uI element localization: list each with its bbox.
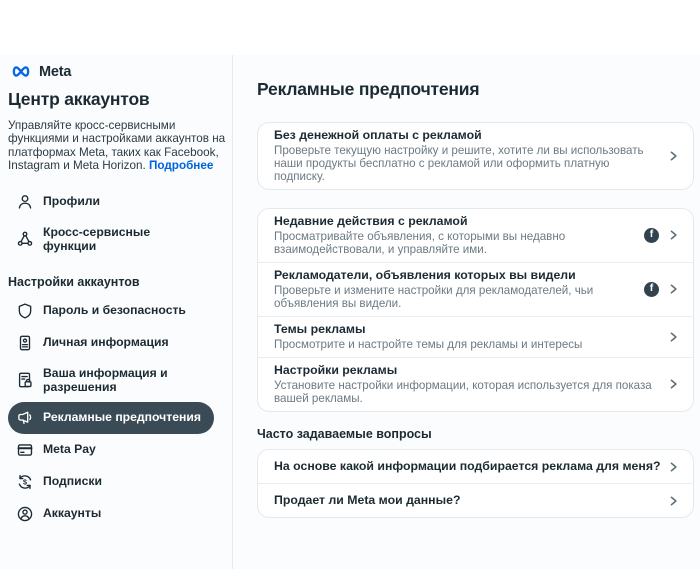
sidebar-nav [8,186,232,530]
sidebar [0,55,233,569]
row-title: Настройки рекламы [274,363,398,377]
meta-infinity-icon [8,63,34,80]
sidebar-item-subscriptions[interactable] [8,466,214,498]
row-description: Проверьте и измените настройки для рекламодателей, чьи объявления вы видели. [274,284,594,310]
row-title: Рекламодатели, объявления которых вы видели [274,268,576,282]
faq-row-ad-info[interactable] [258,450,693,483]
sidebar-item-meta-pay[interactable] [8,434,214,466]
chevron-right-icon [667,495,679,507]
chevron-right-icon [667,331,679,343]
network-icon [16,230,34,248]
sidebar-item-accounts[interactable] [8,498,214,530]
account-circle-icon [16,505,34,523]
sidebar-description: Управляйте кросс-сервисными функциями и настройками аккаунтов на платформах Meta, таких как Facebook, Instagram и Meta Horizon. Подробнее [8,119,226,173]
id-card-icon [16,334,34,352]
svg-text:$: $ [23,477,27,487]
meta-logo [8,63,232,80]
sidebar-item-label: Профили [43,194,101,209]
shield-icon [16,302,34,320]
facebook-icon: f [644,228,659,243]
sidebar-item-label: Ваша информация и разрешения [43,365,168,395]
document-lock-icon [16,371,34,389]
chevron-right-icon [667,229,679,241]
row-description: Проверьте текущую настройку и решите, хотите ли вы использовать наши продукты бесплатно с рекламой или оформить платную подписку. [274,144,644,183]
sidebar-item-label: Кросс-сервисные функции [43,224,151,254]
top-band [0,0,700,55]
sidebar-item-label: Аккаунты [43,506,102,521]
row-ad-free-subscription[interactable] [258,123,693,189]
sidebar-item-label: Meta Pay [43,442,96,457]
chevron-right-icon [667,378,679,390]
faq-question: На основе какой информации подбирается реклама для меня? [274,459,661,473]
row-description: Просматривайте объявления, с которыми вы недавно взаимодействовали, и управляйте ими. [274,230,566,256]
main-content [233,55,700,569]
row-ad-topics[interactable] [258,316,693,357]
page-title: Центр аккаунтов [8,89,150,109]
sidebar-item-profiles[interactable] [8,186,214,218]
card-ad-settings-group [257,208,694,412]
faq-question: Продает ли Meta мои данные? [274,493,461,507]
sidebar-item-label: Подписки [43,474,103,489]
row-ad-settings[interactable] [258,357,693,411]
sidebar-item-ad-preferences[interactable] [8,402,214,434]
chevron-right-icon [667,283,679,295]
card-faq [257,449,694,518]
credit-card-icon [16,441,34,459]
megaphone-icon [16,409,34,427]
faq-header: Часто задаваемые вопросы [257,427,432,441]
chevron-right-icon [667,150,679,162]
sidebar-item-label: Пароль и безопасность [43,303,186,318]
chevron-right-icon [667,461,679,473]
person-icon [16,193,34,211]
meta-logo-text: Meta [39,63,72,80]
row-title: Недавние действия с рекламой [274,214,468,228]
row-title: Без денежной оплаты с рекламой [274,128,482,142]
sidebar-item-label: Личная информация [43,335,169,350]
row-advertisers-seen[interactable] [258,262,693,316]
row-description: Установите настройки информации, которая используется для показа вашей рекламы. [274,379,652,405]
sidebar-item-your-info-permissions[interactable] [8,359,214,402]
card-ad-free-subscription [257,122,694,190]
sidebar-item-cross-service[interactable] [8,218,214,261]
main-title: Рекламные предпочтения [257,79,480,99]
faq-row-sell-data[interactable] [258,483,693,517]
row-description: Просмотрите и настройте темы для рекламы и интересы [274,338,583,351]
row-title: Темы рекламы [274,322,366,336]
sidebar-item-personal-info[interactable] [8,327,214,359]
sidebar-section-header: Настройки аккаунтов [8,274,140,289]
sidebar-item-password-security[interactable] [8,295,214,327]
subscription-icon [16,473,34,491]
sidebar-item-label: Рекламные предпочтения [43,410,201,425]
row-recent-ad-activity[interactable] [258,209,693,262]
accounts-center-layout [0,55,700,569]
facebook-icon: f [644,282,659,297]
learn-more-link[interactable]: Подробнее [149,159,214,173]
